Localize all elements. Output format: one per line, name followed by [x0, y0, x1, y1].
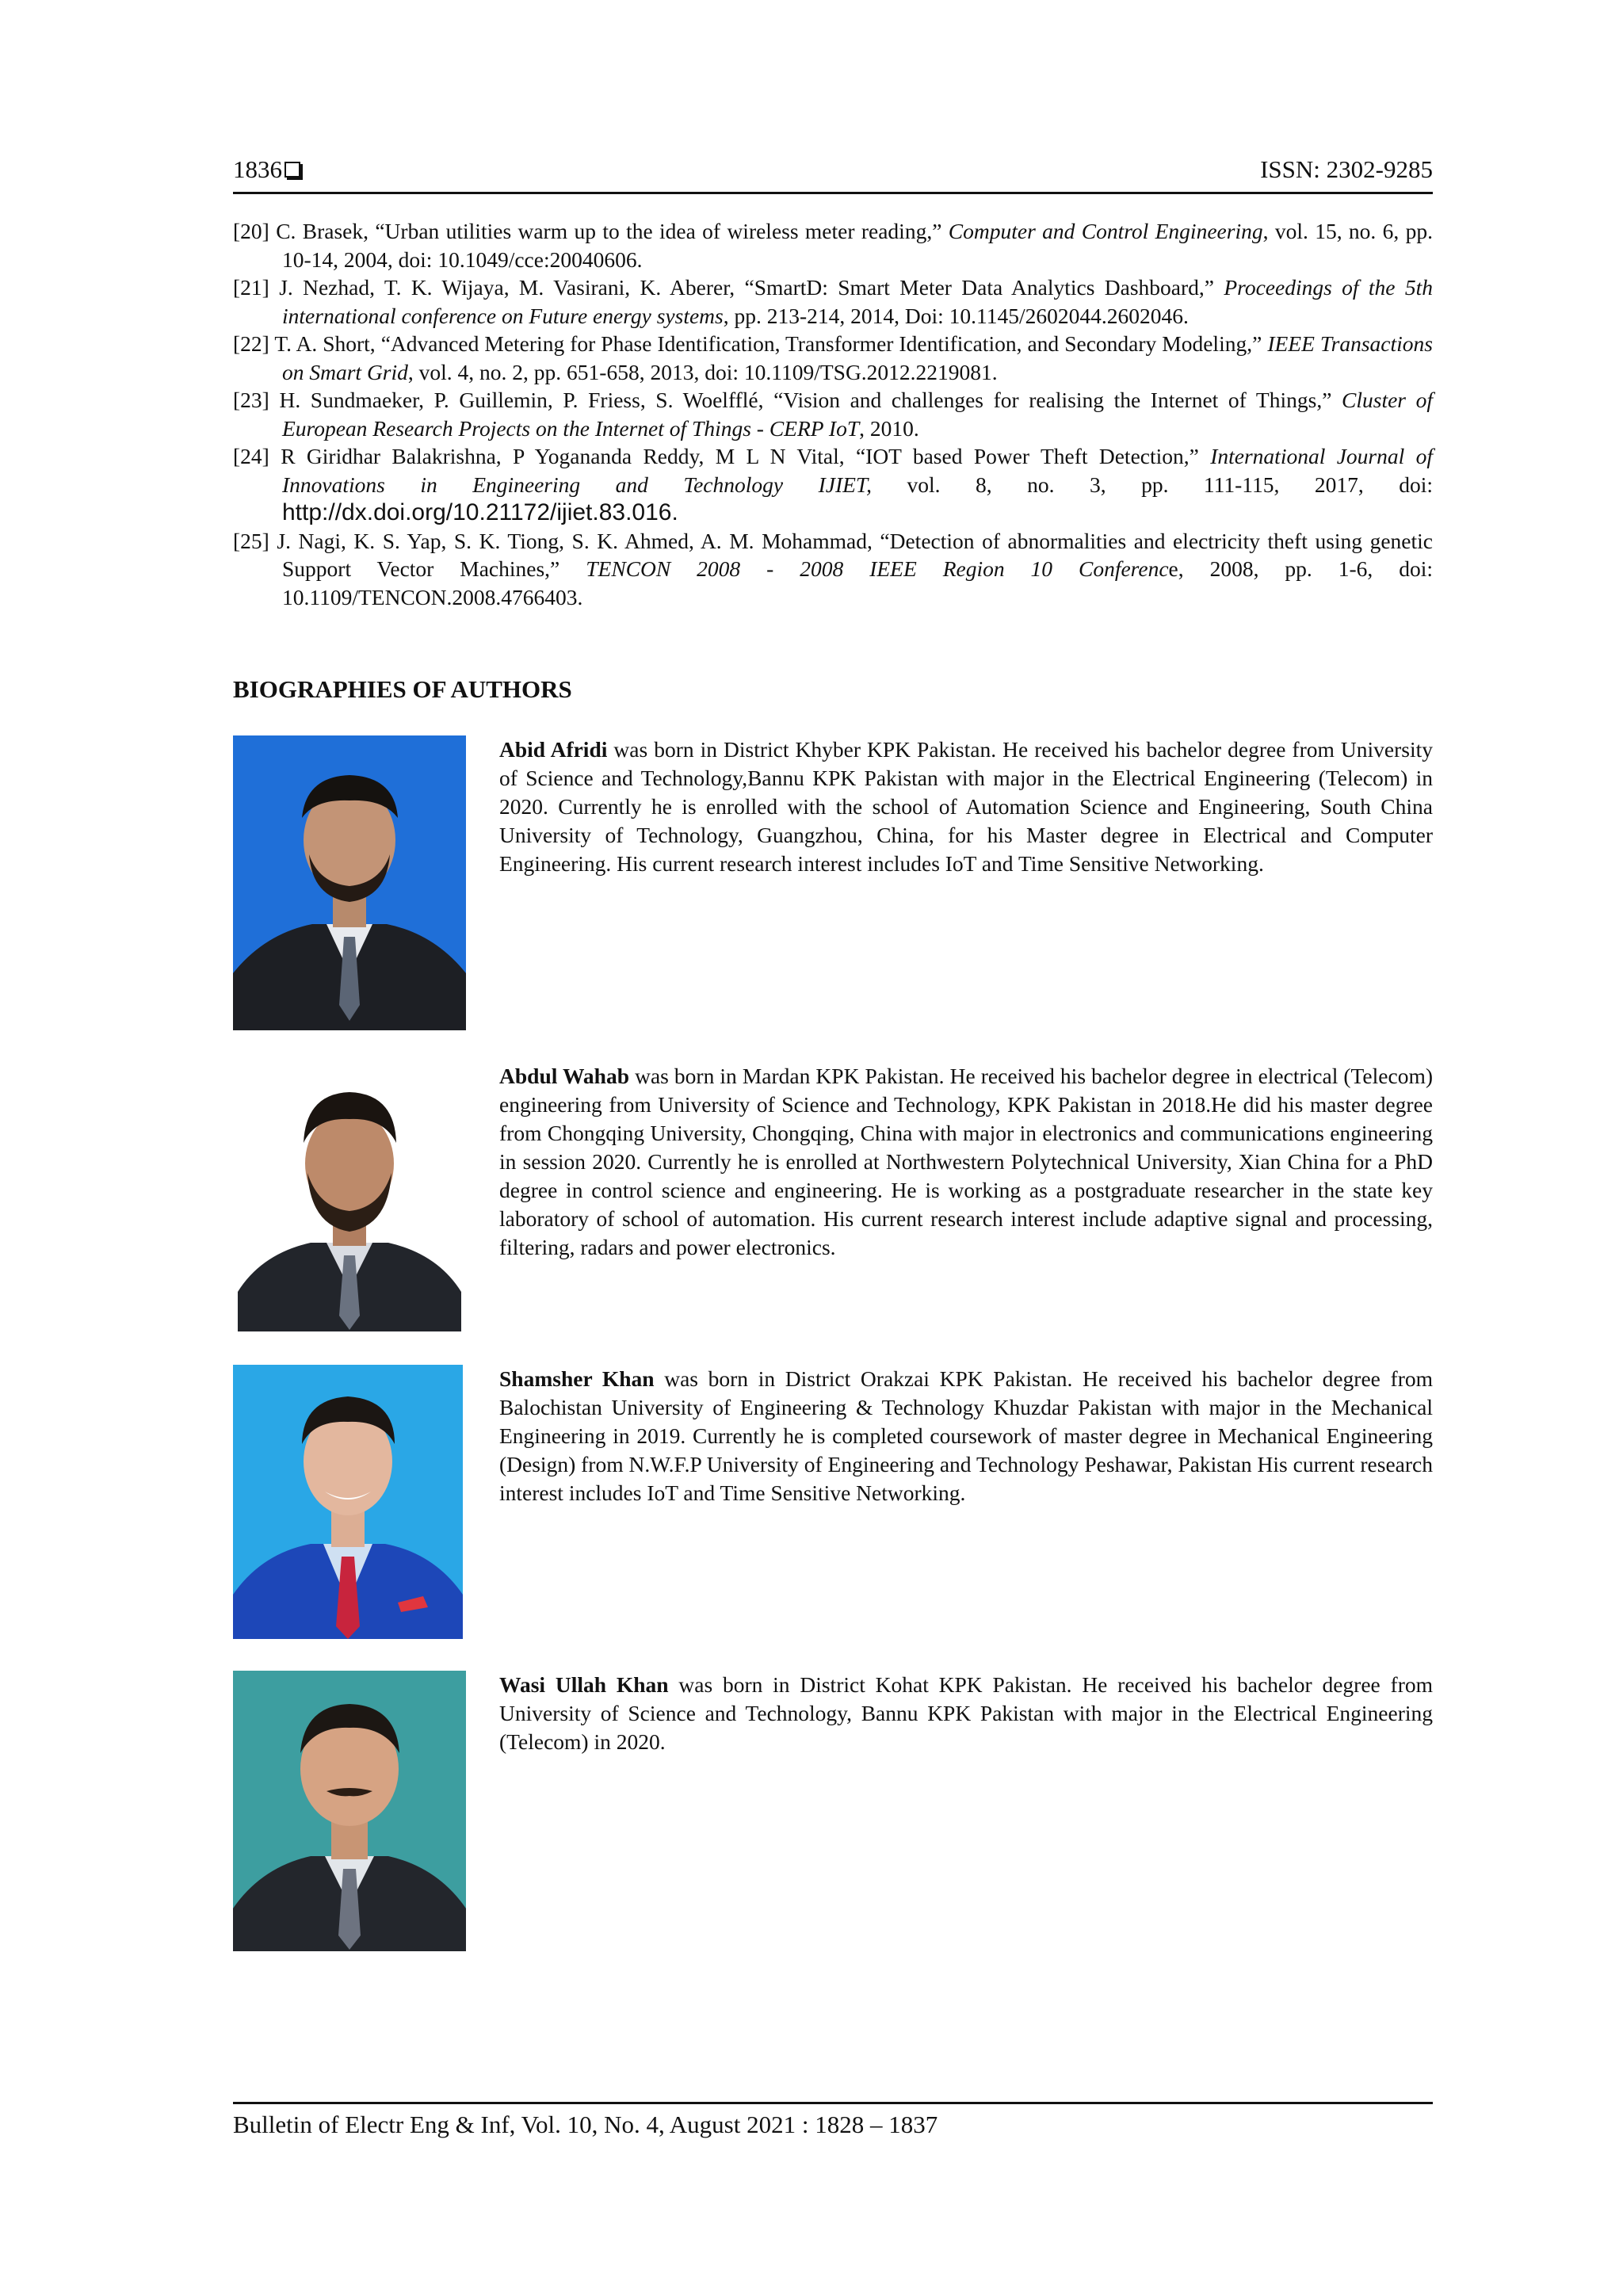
section-heading: BIOGRAPHIES OF AUTHORS [233, 675, 572, 703]
author-name: Shamsher Khan [499, 1366, 655, 1391]
author-photo [233, 1365, 463, 1639]
author-bio-text: Wasi Ullah Khan was born in District Kohat KPK Pakistan. He received his bachelor degree from University of Science and Technology, Bannu KPK Pakistan with major in the Electrical Engineering (Telecom) in 2020. [499, 1672, 1433, 1754]
reference-item: [22] T. A. Short, “Advanced Metering for Phase Identification, Transformer Identification, and Secondary Modeling,” IEEE Transactions on Smart Grid, vol. 4, no. 2, pp. 651-658, 2013, doi: 10.1109/TSG.2012.2219081. [233, 331, 1433, 384]
page-number: 1836 [233, 155, 300, 184]
author-bio [233, 1365, 1433, 1639]
author-photo [238, 1062, 461, 1331]
issn: ISSN: 2302-9285 [1260, 155, 1433, 183]
page-header [233, 155, 1433, 192]
reference-item: [25] J. Nagi, K. S. Yap, S. K. Tiong, S. K. Ahmed, A. M. Mohammad, “Detection of abnormalities and electricity theft using genetic Support Vector Machines,” TENCON 2008 - 2008 IEEE Region 10 Conference, 2008, pp. 1-6, doi: 10.1109/TENCON.2008.4766403. [233, 528, 1434, 609]
header-rule [233, 192, 1433, 194]
author-photo [233, 735, 466, 1030]
author-bio-text: Abid Afridi was born in District Khyber KPK Pakistan. He received his bachelor degree from University of Science and Technology,Bannu KPK Pakistan with major in the Electrical Engineering (Telecom) in 2020. Currently he is enrolled with the school of Automation Science and Engineering, South China University of Technology, Guangzhou, China, for his Master degree in Electrical and Computer Engineering. His current research interest includes IoT and Time Sensitive Networking. [499, 737, 1433, 876]
author-bio [233, 1062, 1433, 1331]
doi-link[interactable]: http://dx.doi.org/10.21172/ijiet.83.016. [282, 499, 678, 525]
square-icon [285, 162, 300, 178]
footer-rule [233, 2102, 1433, 2104]
author-bio-text: Shamsher Khan was born in District Orakzai KPK Pakistan. He received his bachelor degree from Balochistan University of Engineering & Technology Khuzdar Pakistan with major in the Mechanical Engineering in 2019. Currently he is completed coursework of master degree in Mechanical Engineering (Design) from N.W.F.P University of Engineering and Technology Peshawar, Pakistan His current research interest includes IoT and Time Sensitive Networking. [499, 1366, 1433, 1505]
author-name: Wasi Ullah Khan [499, 1672, 669, 1697]
reference-item: [23] H. Sundmaeker, P. Guillemin, P. Friess, S. Woelfflé, “Vision and challenges for realising the Internet of Things,” Cluster of European Research Projects on the Internet of Things - CERP IoT, 2010. [233, 388, 1434, 441]
author-name: Abid Afridi [499, 737, 608, 762]
reference-item: [20] C. Brasek, “Urban utilities warm up to the idea of wireless meter reading,” Computer and Control Engineering, vol. 15, no. 6, pp. 10-14, 2004, doi: 10.1049/cce:20040606. [233, 219, 1434, 272]
author-bio-text: Abdul Wahab was born in Mardan KPK Pakistan. He received his bachelor degree in electrical (Telecom) engineering from University of Science and Technology, KPK Pakistan in 2018.He did his master degree from Chongqing University, Chongqing, China with major in electronics and communications engineering in session 2020. Currently he is enrolled at Northwestern Polytechnical University, Xian China for a PhD degree in control science and engineering. He is working as a postgraduate researcher in the state key laboratory of school of automation. His current research interest include adaptive signal and processing, filtering, radars and power electronics. [499, 1064, 1433, 1259]
footer-citation: Bulletin of Electr Eng & Inf, Vol. 10, No. 4, August 2021 : 1828 – 1837 [233, 2111, 938, 2138]
page-footer [233, 2102, 1433, 2139]
author-photo [233, 1671, 466, 1951]
reference-list [233, 217, 1433, 611]
author-name: Abdul Wahab [499, 1064, 630, 1088]
author-bio [233, 735, 1433, 1030]
reference-item: [24] R Giridhar Balakrishna, P Yogananda Reddy, M L N Vital, “IOT based Power Theft Detection,” International Journal of Innovations in Engineering and Technology IJIET, vol. 8, no. 3, pp. 111-115, 2017, doi: http://dx.doi.org/10.21172/ijiet.83.016. [233, 444, 1434, 525]
reference-item: [21] J. Nezhad, T. K. Wijaya, M. Vasirani, K. Aberer, “SmartD: Smart Meter Data Analytics Dashboard,” Proceedings of the 5th international conference on Future energy systems, pp. 213-214, 2014, Doi: 10.1145/2602044.2602046. [233, 275, 1433, 328]
author-bio [233, 1671, 1433, 1951]
